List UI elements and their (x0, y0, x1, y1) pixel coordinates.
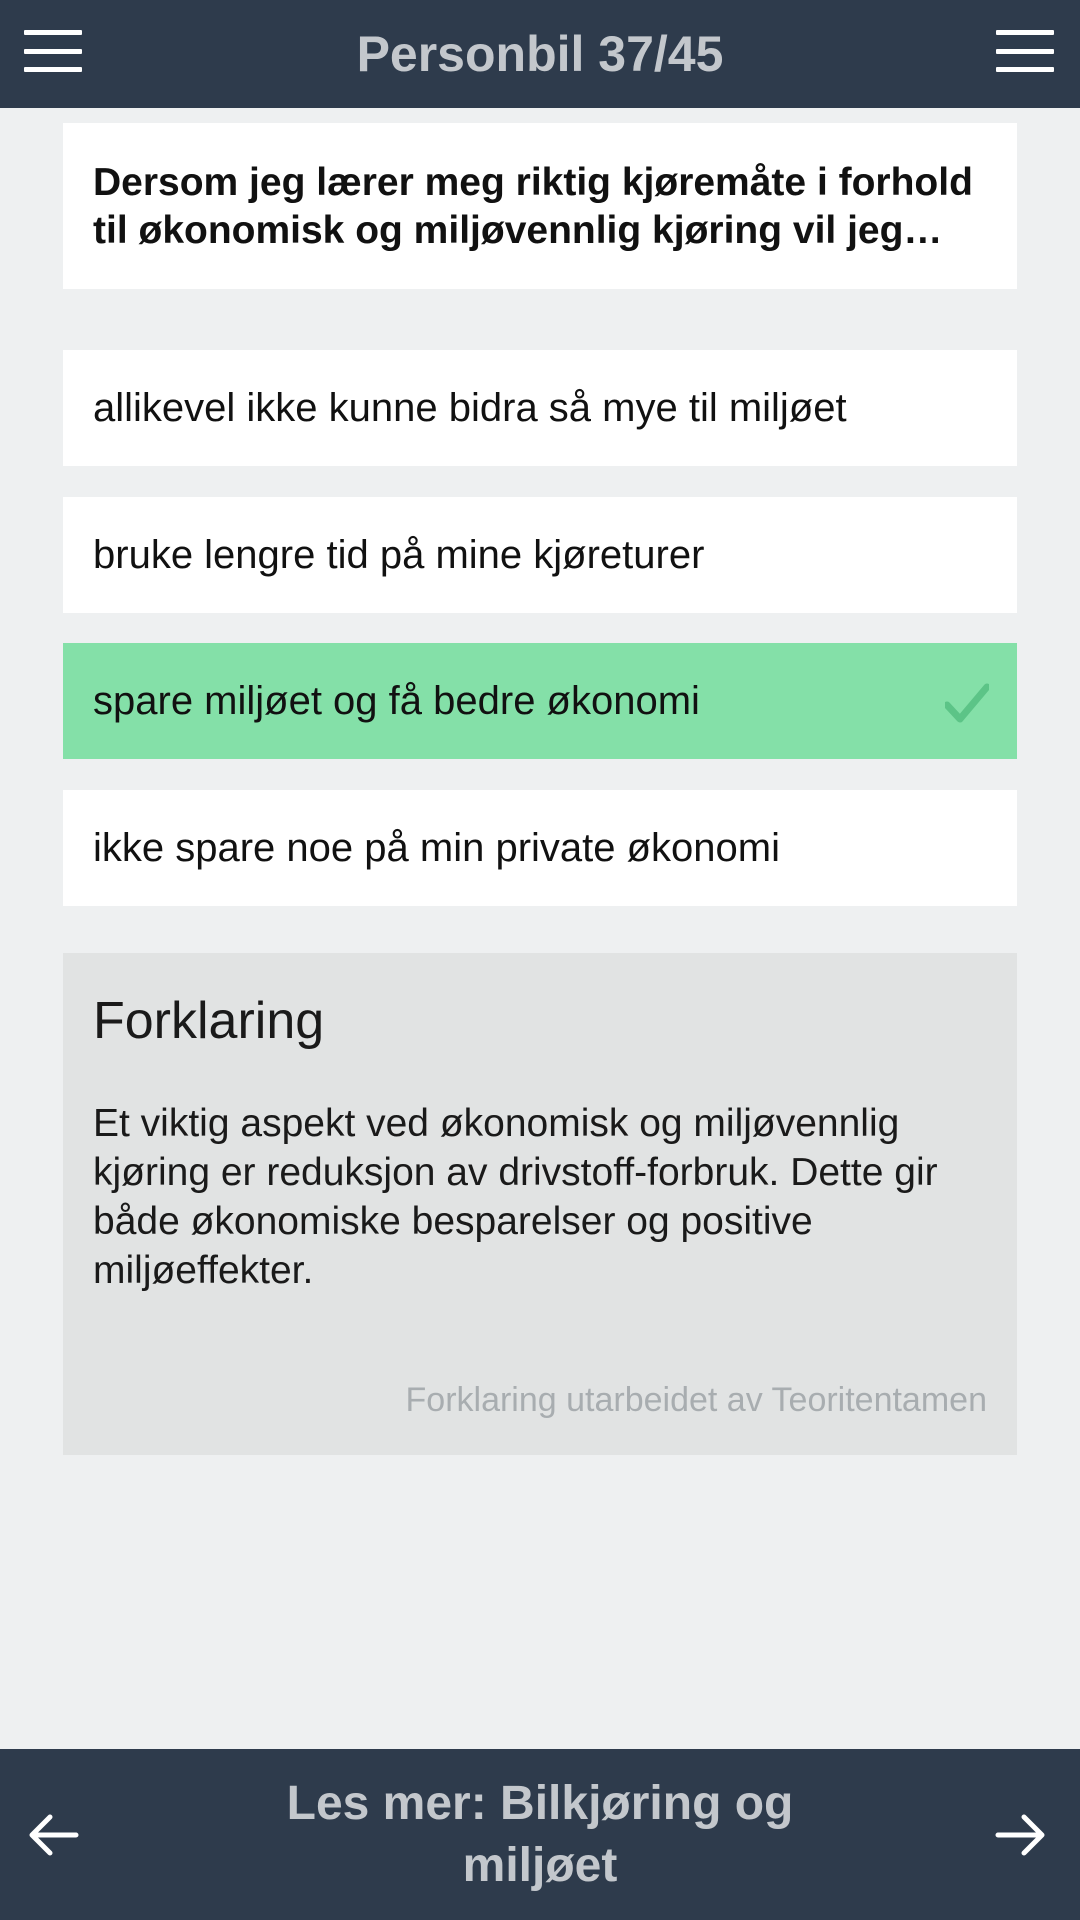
bottom-bar (0, 1749, 1080, 1920)
options-menu-icon[interactable] (996, 30, 1054, 72)
answer-option-2[interactable] (63, 497, 1017, 613)
arrow-right-icon[interactable] (994, 1807, 1050, 1863)
question-text: Dersom jeg lærer meg riktig kjøremåte i forhold til økonomisk og miljøvennlig kjøring vil jeg… (93, 161, 973, 252)
hamburger-menu-icon[interactable] (24, 30, 82, 72)
top-bar (0, 0, 1080, 108)
answer-option-1[interactable] (63, 350, 1017, 466)
explanation-credit: Forklaring utarbeidet av Teoritentamen (405, 1381, 987, 1419)
answer-text: ikke spare noe på min private økonomi (93, 825, 780, 870)
answer-text: spare miljøet og få bedre økonomi (93, 678, 700, 723)
question-card (63, 123, 1017, 289)
explanation-body: Et viktig aspekt ved økonomisk og miljøvennlig kjøring er reduksjon av drivstoff-forbruk. Dette gir både økonomiske besparelser og positive miljøeffekter. (93, 1102, 938, 1292)
answer-text: allikevel ikke kunne bidra så mye til miljøet (93, 385, 847, 430)
arrow-left-icon[interactable] (24, 1807, 80, 1863)
answer-option-3-correct[interactable] (63, 643, 1017, 759)
explanation-panel (63, 953, 1017, 1455)
answer-text: bruke lengre tid på mine kjøreturer (93, 532, 705, 577)
checkmark-icon (945, 683, 989, 723)
explanation-heading: Forklaring (93, 992, 325, 1050)
read-more-link[interactable]: Les mer: Bilkjøring og miljøet (286, 1776, 794, 1892)
page-title: Personbil 37/45 (356, 26, 724, 82)
answer-option-4[interactable] (63, 790, 1017, 906)
